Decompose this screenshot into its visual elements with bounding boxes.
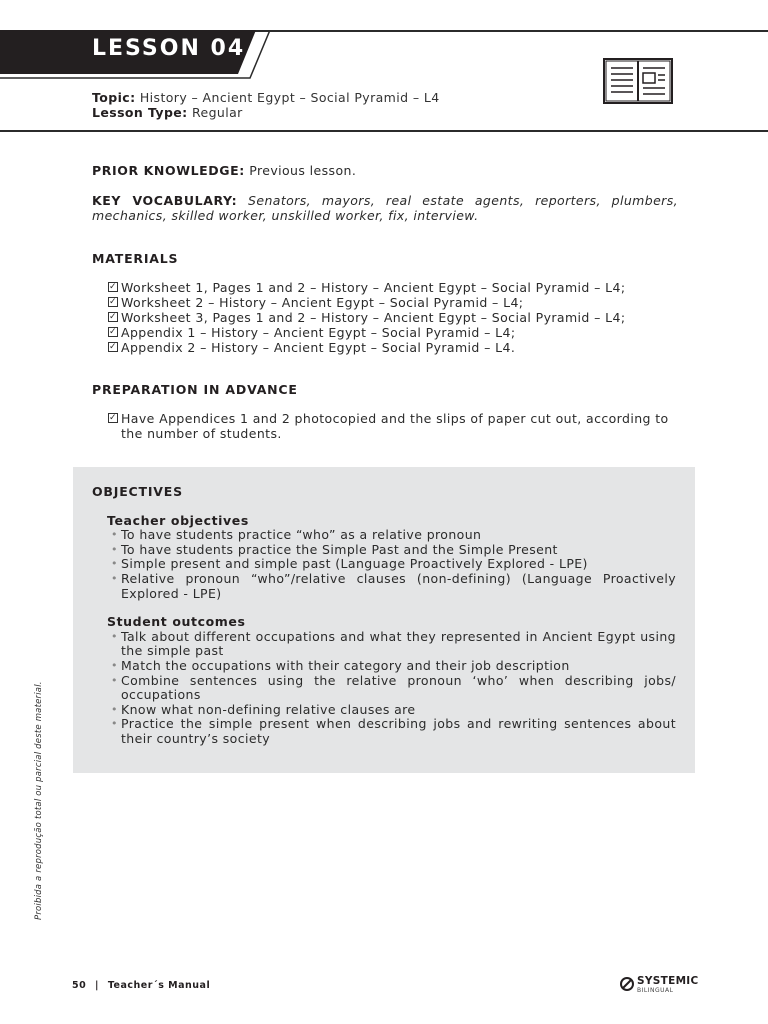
logo-main-text: SYSTEMIC [637, 975, 699, 987]
book-icon [603, 58, 673, 104]
list-item: • Combine sentences using the relative pronoun ‘who’ when describing jobs/ occupations [107, 674, 676, 703]
list-item [108, 411, 678, 441]
lesson-title: LESSON 04 [92, 36, 246, 61]
key-vocabulary-label: KEY VOCABULARY: [92, 193, 238, 208]
materials-heading: MATERIALS [92, 251, 179, 266]
checkbox-icon: ✓ [109, 312, 117, 322]
list-item: • Relative pronoun “who”/relative clauses (non-defining) (Language Proactively Explored - LPE) [107, 572, 676, 601]
list-item: • Simple present and simple past (Language Proactively Explored - LPE) [107, 557, 676, 572]
list-item [108, 280, 678, 295]
topic-value: History – Ancient Egypt – Social Pyramid – L4 [139, 90, 440, 105]
checkbox-icon: ✓ [109, 327, 117, 337]
checkbox-icon: ✓ [109, 282, 117, 292]
logo-sub-text: BILINGUAL [637, 987, 674, 994]
materials-item-text: Worksheet 3, Pages 1 and 2 – History – Ancient Egypt – Social Pyramid – L4; [121, 310, 626, 325]
student-outcomes-heading: Student outcomes [107, 614, 246, 630]
footer-separator: | [95, 980, 100, 991]
prior-knowledge-label: PRIOR KNOWLEDGE: [92, 163, 245, 178]
list-item [108, 340, 678, 355]
objectives-content [92, 485, 676, 747]
teacher-objectives-list [107, 528, 676, 601]
preparation-list [108, 411, 678, 441]
student-outcomes-list [107, 630, 676, 747]
list-item: • Know what non-defining relative clauses are [107, 703, 676, 718]
lesson-type-line [92, 105, 440, 120]
checkbox-icon: ✓ [109, 413, 117, 423]
list-item: • Match the occupations with their category and their job description [107, 659, 676, 674]
materials-item-text: Appendix 2 – History – Ancient Egypt – Social Pyramid – L4. [121, 340, 516, 355]
checkbox-icon: ✓ [109, 297, 117, 307]
lesson-type-value: Regular [191, 105, 243, 120]
checkbox-icon: ✓ [109, 342, 117, 352]
copyright-side-note: Proibida a reprodução total ou parcial deste material. [34, 681, 44, 920]
list-item [108, 310, 678, 325]
objectives-box [73, 467, 695, 773]
preparation-section [92, 382, 678, 441]
materials-item-text: Worksheet 2 – History – Ancient Egypt – Social Pyramid – L4; [121, 295, 524, 310]
page-number: 50 [72, 980, 87, 991]
preparation-item-text: Have Appendices 1 and 2 photocopied and the slips of paper cut out, according to the number of students. [121, 411, 669, 441]
logo-mark-icon [620, 977, 634, 991]
list-item: • Talk about different occupations and what they represented in Ancient Egypt using the simple past [107, 630, 676, 659]
preparation-heading: PREPARATION IN ADVANCE [92, 382, 298, 397]
lesson-type-label: Lesson Type: [92, 105, 188, 120]
manual-label: Teacher´s Manual [107, 980, 211, 991]
materials-item-text: Worksheet 1, Pages 1 and 2 – History – Ancient Egypt – Social Pyramid – L4; [121, 280, 626, 295]
key-vocabulary-value: Senators, mayors, real estate agents, reporters, plumbers, mechanics, skilled worker, unskilled worker, fix, interview. [92, 193, 678, 223]
topic-label: Topic: [92, 90, 136, 105]
header-bottom-rule [0, 130, 768, 132]
footer-page-info [72, 980, 210, 991]
key-vocabulary [92, 193, 678, 223]
list-item [108, 295, 678, 310]
list-item: • To have students practice the Simple Past and the Simple Present [107, 543, 676, 558]
materials-item-text: Appendix 1 – History – Ancient Egypt – Social Pyramid – L4; [121, 325, 516, 340]
objectives-heading: OBJECTIVES [92, 484, 183, 499]
materials-list [108, 280, 678, 355]
prior-knowledge [92, 163, 678, 178]
topic-block [92, 90, 440, 120]
prior-knowledge-value: Previous lesson. [249, 163, 357, 178]
topic-line [92, 90, 440, 105]
systemic-logo [620, 975, 700, 997]
teacher-objectives-heading: Teacher objectives [107, 512, 249, 528]
list-item: • To have students practice “who” as a relative pronoun [107, 528, 676, 543]
materials-section [92, 251, 678, 355]
list-item: • Practice the simple present when describing jobs and rewriting sentences about their country’s society [107, 717, 676, 746]
list-item [108, 325, 678, 340]
